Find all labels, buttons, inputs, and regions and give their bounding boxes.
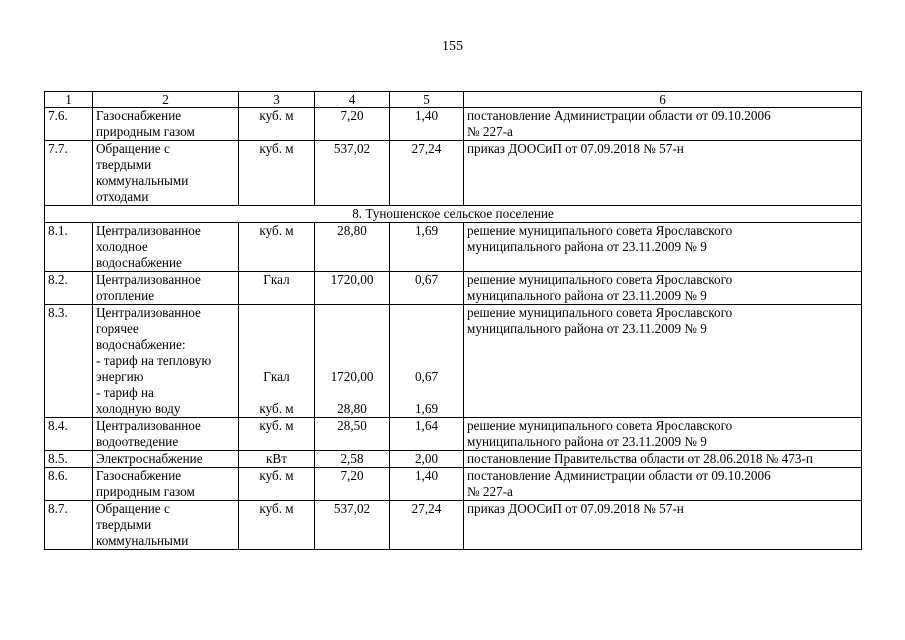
value-2: 0,67 xyxy=(390,272,464,305)
value-2-line xyxy=(393,353,460,369)
value-1: 7,20 xyxy=(315,468,390,501)
value-2-line xyxy=(393,385,460,401)
section-title: 8. Туношенское сельское поселение xyxy=(45,206,862,223)
legal-basis xyxy=(464,223,862,272)
table-row xyxy=(45,451,862,468)
value-1-line xyxy=(318,305,386,321)
unit: куб. м xyxy=(239,223,315,272)
value-2-line: 0,67 xyxy=(414,369,439,384)
unit: Гкал xyxy=(239,272,315,305)
service-name xyxy=(93,108,239,141)
legal-basis xyxy=(464,108,862,141)
legal-basis-line: приказ ДООСиП от 07.09.2018 № 57-н xyxy=(467,141,684,156)
value-1 xyxy=(315,305,390,418)
service-name xyxy=(93,223,239,272)
value-1-line: 1720,00 xyxy=(330,369,374,384)
table-row xyxy=(45,468,862,501)
service-name xyxy=(93,272,239,305)
service-name-line: Централизованное xyxy=(96,223,201,238)
legal-basis-line: № 227-а xyxy=(467,124,513,139)
unit: куб. м xyxy=(239,141,315,206)
value-2-line xyxy=(393,321,460,337)
row-number: 7.7. xyxy=(45,141,93,206)
service-name-line: - тариф на тепловую xyxy=(96,353,212,368)
legal-basis xyxy=(464,418,862,451)
header-cell: 6 xyxy=(464,92,862,108)
service-name-line: Централизованное xyxy=(96,418,201,433)
service-name-line: Централизованное xyxy=(96,272,201,287)
legal-basis xyxy=(464,468,862,501)
service-name-line: коммунальными xyxy=(96,173,189,188)
unit-line: Гкал xyxy=(263,369,290,384)
value-1-line xyxy=(318,321,386,337)
header-cell: 5 xyxy=(390,92,464,108)
value-1: 1720,00 xyxy=(315,272,390,305)
service-name-line: водоснабжение xyxy=(96,255,182,270)
row-number: 8.3. xyxy=(45,305,93,418)
unit-line xyxy=(242,321,311,337)
legal-basis xyxy=(464,451,862,468)
legal-basis-line: муниципального района от 23.11.2009 № 9 xyxy=(467,239,707,254)
value-2: 1,64 xyxy=(390,418,464,451)
service-name-line: Обращение с xyxy=(96,501,170,516)
value-2: 2,00 xyxy=(390,451,464,468)
legal-basis xyxy=(464,305,862,418)
row-number: 8.4. xyxy=(45,418,93,451)
unit: куб. м xyxy=(239,418,315,451)
value-2-line xyxy=(393,337,460,353)
unit-line xyxy=(242,337,311,353)
value-1: 28,50 xyxy=(315,418,390,451)
legal-basis-line: решение муниципального совета Ярославского xyxy=(467,272,733,287)
legal-basis-line: № 227-а xyxy=(467,484,513,499)
value-2 xyxy=(390,305,464,418)
table-row xyxy=(45,305,862,418)
legal-basis-line: постановление Администрации области от 09.10.2006 xyxy=(467,108,771,123)
header-cell: 1 xyxy=(45,92,93,108)
service-name-line: Газоснабжение xyxy=(96,108,182,123)
value-1-line: 28,80 xyxy=(337,401,367,416)
unit: кВт xyxy=(239,451,315,468)
value-1: 537,02 xyxy=(315,501,390,550)
legal-basis-line: решение муниципального совета Ярославского xyxy=(467,418,733,433)
row-number: 8.5. xyxy=(45,451,93,468)
legal-basis-line: решение муниципального совета Ярославского xyxy=(467,223,733,238)
unit: куб. м xyxy=(239,501,315,550)
unit-line: куб. м xyxy=(259,401,294,416)
value-1-line xyxy=(318,353,386,369)
service-name xyxy=(93,468,239,501)
header-cell: 3 xyxy=(239,92,315,108)
service-name-line: отопление xyxy=(96,288,155,303)
value-2: 1,40 xyxy=(390,468,464,501)
unit: куб. м xyxy=(239,468,315,501)
unit-line xyxy=(242,385,311,401)
row-number: 8.2. xyxy=(45,272,93,305)
service-name-line: горячее xyxy=(96,321,139,336)
service-name-line: энергию xyxy=(96,369,144,384)
legal-basis-line: постановление Администрации области от 09.10.2006 xyxy=(467,468,771,483)
legal-basis-line: муниципального района от 23.11.2009 № 9 xyxy=(467,288,707,303)
legal-basis-line: муниципального района от 23.11.2009 № 9 xyxy=(467,434,707,449)
service-name-line: Газоснабжение xyxy=(96,468,182,483)
service-name-line: твердыми xyxy=(96,157,152,172)
value-2-line: 1,69 xyxy=(414,401,439,416)
header-cell: 2 xyxy=(93,92,239,108)
table-row xyxy=(45,272,862,305)
legal-basis xyxy=(464,501,862,550)
service-name-line: твердыми xyxy=(96,517,152,532)
service-name-line: Централизованное xyxy=(96,305,201,320)
header-row xyxy=(45,92,862,108)
service-name-line: Обращение с xyxy=(96,141,170,156)
service-name-line: холодное xyxy=(96,239,148,254)
value-1: 28,80 xyxy=(315,223,390,272)
row-number: 8.1. xyxy=(45,223,93,272)
service-name-line: водоотведение xyxy=(96,434,179,449)
service-name xyxy=(93,418,239,451)
row-number: 8.7. xyxy=(45,501,93,550)
service-name xyxy=(93,305,239,418)
service-name xyxy=(93,451,239,468)
value-1-line xyxy=(318,385,386,401)
legal-basis-line: решение муниципального совета Ярославского xyxy=(467,305,733,320)
service-name-line: - тариф на xyxy=(96,385,154,400)
table-row xyxy=(45,223,862,272)
row-number: 8.6. xyxy=(45,468,93,501)
value-1: 7,20 xyxy=(315,108,390,141)
table-row xyxy=(45,141,862,206)
section-row xyxy=(45,206,862,223)
table-row xyxy=(45,418,862,451)
row-number: 7.6. xyxy=(45,108,93,141)
service-name-line: отходами xyxy=(96,189,149,204)
page-number: 155 xyxy=(442,39,463,54)
unit-line xyxy=(242,305,311,321)
unit-line xyxy=(242,353,311,369)
value-2: 1,40 xyxy=(390,108,464,141)
table-row xyxy=(45,501,862,550)
service-name-line: коммунальными xyxy=(96,533,189,548)
unit xyxy=(239,305,315,418)
header-cell: 4 xyxy=(315,92,390,108)
value-2: 27,24 xyxy=(390,141,464,206)
service-name xyxy=(93,141,239,206)
service-name-line: холодную воду xyxy=(96,401,181,416)
service-name-line: природным газом xyxy=(96,484,195,499)
service-name-line: природным газом xyxy=(96,124,195,139)
legal-basis xyxy=(464,272,862,305)
service-name xyxy=(93,501,239,550)
legal-basis-line: постановление Правительства области от 28.06.2018 № 473-п xyxy=(467,451,813,466)
value-1-line xyxy=(318,337,386,353)
legal-basis-line: приказ ДООСиП от 07.09.2018 № 57-н xyxy=(467,501,684,516)
value-2: 27,24 xyxy=(390,501,464,550)
value-2: 1,69 xyxy=(390,223,464,272)
tariff-table xyxy=(44,91,862,550)
legal-basis xyxy=(464,141,862,206)
value-1: 537,02 xyxy=(315,141,390,206)
service-name-line: водоснабжение: xyxy=(96,337,186,352)
legal-basis-line: муниципального района от 23.11.2009 № 9 xyxy=(467,321,707,336)
unit: куб. м xyxy=(239,108,315,141)
service-name-line: Электроснабжение xyxy=(96,451,203,466)
value-1: 2,58 xyxy=(315,451,390,468)
table-row xyxy=(45,108,862,141)
value-2-line xyxy=(393,305,460,321)
